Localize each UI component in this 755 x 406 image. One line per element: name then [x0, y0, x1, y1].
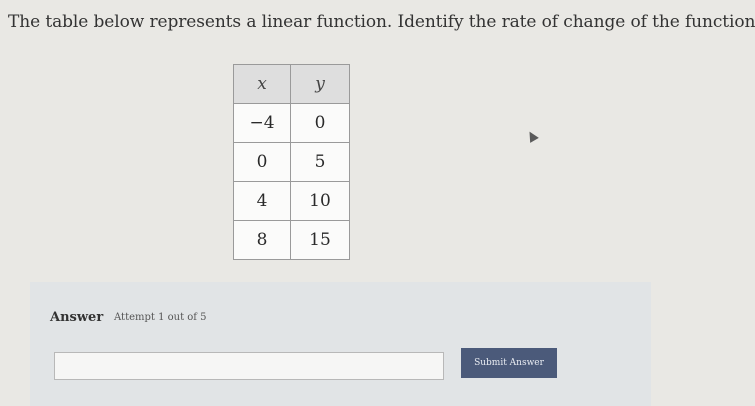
question-text: The table below represents a linear function. Identify the rate of change of the function	[8, 12, 755, 32]
table-row	[234, 182, 350, 221]
column-header-y: y	[291, 65, 350, 104]
table-cell-x: 0	[234, 143, 291, 182]
answer-input[interactable]	[54, 352, 444, 380]
table-row	[234, 104, 350, 143]
table-cell-y: 5	[291, 143, 350, 182]
submit-answer-button[interactable]: Submit Answer	[461, 348, 557, 378]
table-cell-x: 8	[234, 221, 291, 260]
table-cell-y: 0	[291, 104, 350, 143]
column-header-x: x	[234, 65, 291, 104]
table-cell-y: 10	[291, 182, 350, 221]
answer-panel	[30, 282, 651, 406]
table-row	[234, 221, 350, 260]
answer-label: Answer	[50, 310, 104, 325]
table-cell-x: 4	[234, 182, 291, 221]
function-table	[233, 64, 350, 260]
attempt-counter: Attempt 1 out of 5	[114, 312, 207, 323]
table-cell-x: −4	[234, 104, 291, 143]
mouse-cursor-icon	[525, 129, 539, 143]
function-table-container	[233, 64, 350, 260]
table-cell-y: 15	[291, 221, 350, 260]
table-header-row	[234, 65, 350, 104]
table-row	[234, 143, 350, 182]
